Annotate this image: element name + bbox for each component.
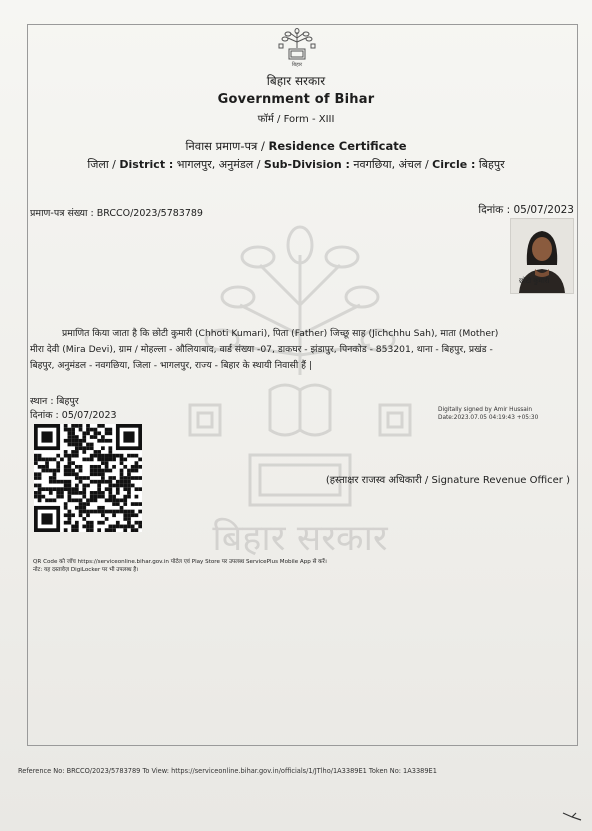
certificate-title: निवास प्रमाण-पत्र / Residence Certificate bbox=[185, 139, 407, 153]
govt-hindi: बिहार सरकार bbox=[266, 74, 326, 88]
govt-english: Government of Bihar bbox=[217, 92, 375, 107]
signature-revenue-officer: (हस्ताक्षर राजस्व अधिकारी / Signature Revenue Officer ) bbox=[325, 475, 570, 486]
svg-text:बिहार सरकार: बिहार सरकार bbox=[212, 518, 388, 559]
applicant-photo bbox=[510, 218, 574, 294]
certificate-number: प्रमाण-पत्र संख्या : BRCCO/2023/5783789 bbox=[30, 208, 203, 219]
watermark-emblem-icon bbox=[180, 225, 420, 570]
reference-footer: Reference No: BRCCO/2023/5783789 To View: https://serviceonline.bihar.gov.in/officials/1/JTlho/1A3389E1 Token No: 1A3389E1 bbox=[18, 767, 437, 775]
qr-code bbox=[34, 424, 142, 532]
svg-text:बिहार: बिहार bbox=[291, 62, 303, 68]
issue-date: दिनांक : 05/07/2023 bbox=[30, 410, 117, 421]
form-number: फॉर्म / Form - XIII bbox=[257, 114, 335, 125]
qr-note: QR Code को जाँच https://serviceonline.bihar.gov.in पोर्टल एवं Play Store पर उपलब्ध ServicePlus Mobile App से करें। नोट: यह दस्तावेज़ DigiLocker पर भी उपलब्ध है। bbox=[33, 559, 327, 573]
district-line: जिला / District : भागलपुर, अनुमंडल / Sub-Division : नवगछिया, अंचल / Circle : बिहपुर bbox=[87, 158, 505, 171]
photo-caption: छोटी कुमारी bbox=[519, 277, 550, 285]
bihar-emblem-icon bbox=[273, 28, 321, 68]
certificate-body: प्रमाणित किया जाता है कि छोटी कुमारी (Chhoti Kumari), पिता (Father) जिच्छू साह (Jichchhu Sah), माता (Mother) मीरा देवी (Mira Devi), ग्राम / मोहल्ला - औलियाबाद, वार्ड संख्या -07, डाकघर - झंडापुर, पिनकोड - 853201, थाना - बिहपुर, प्रखंड - बिहपुर, अनुमंडल - नवगछिया, जिला - भागलपुर, राज्य - बिहार के स्थायी निवासी हैं | bbox=[30, 328, 499, 371]
certificate-date: दिनांक : 05/07/2023 bbox=[478, 204, 574, 216]
place: स्थान : बिहपुर bbox=[30, 396, 79, 407]
pen-mark-icon bbox=[562, 810, 582, 822]
digital-signature: Digitally signed by Amir Hussain Date:2023.07.05 04:19:43 +05:30 bbox=[438, 407, 539, 421]
